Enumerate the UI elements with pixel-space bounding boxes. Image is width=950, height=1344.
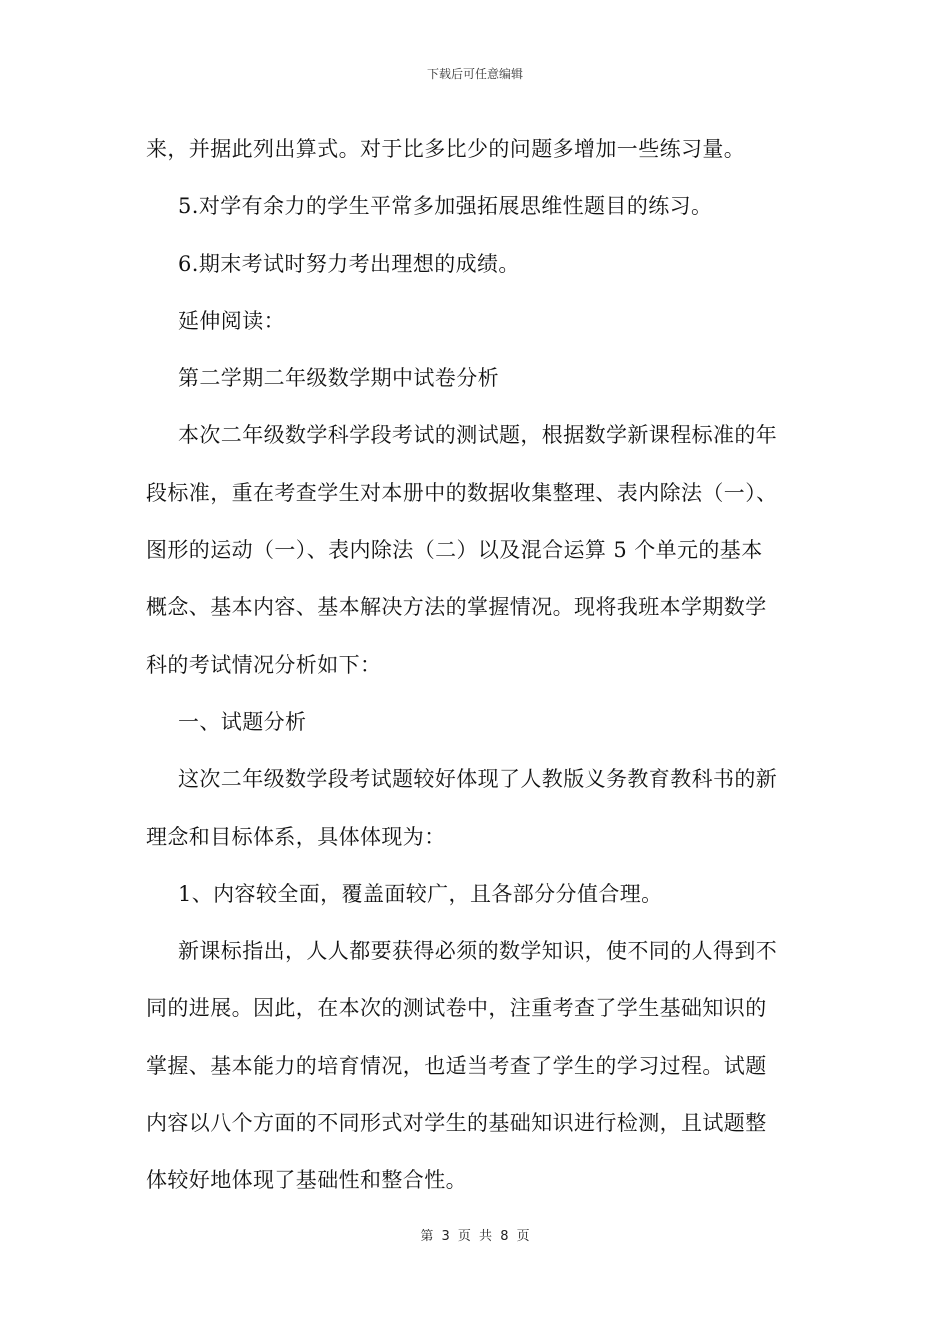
text-line: 概念、基本内容、基本解决方法的掌握情况。现将我班本学期数学 (146, 595, 767, 620)
text-line: 图形的运动（一）、表内除法（二）以及混合运算 5 个单元的基本 (146, 538, 763, 563)
text-line: 5.对学有余力的学生平常多加强拓展思维性题目的练习。 (178, 194, 713, 219)
page-header: 下载后可任意编辑 (426, 67, 523, 81)
text-line: 6.期末考试时努力考出理想的成绩。 (178, 251, 520, 276)
text-line: 体较好地体现了基础性和整合性。 (146, 1168, 467, 1193)
page-footer: 第 3 页 共 8 页 (420, 1229, 530, 1244)
text-line: 1、内容较全面，覆盖面较广，且各部分分值合理。 (178, 881, 663, 906)
text-line: 这次二年级数学段考试题较好体现了人教版义务教育教科书的新 (178, 767, 778, 792)
text-line: 新课标指出，人人都要获得必须的数学知识，使不同的人得到不 (178, 939, 778, 964)
text-line: 同的进展。因此，在本次的测试卷中，注重考查了学生基础知识的 (146, 996, 767, 1021)
text-line: 段标准，重在考查学生对本册中的数据收集整理、表内除法（一）、 (146, 480, 778, 505)
text-line: 来，并据此列出算式。对于比多比少的问题多增加一些练习量。 (146, 137, 746, 161)
text-line: 科的考试情况分析如下： (146, 652, 382, 677)
text-line: 理念和目标体系，具体体现为： (146, 824, 446, 849)
document-body (146, 129, 826, 1218)
text-line: 本次二年级数学科学段考试的测试题，根据数学新课程标准的年 (178, 423, 778, 448)
text-line: 掌握、基本能力的培育情况，也适当考查了学生的学习过程。试题 (146, 1053, 767, 1078)
section-heading: 一、试题分析 (178, 709, 307, 734)
section-title: 第二学期二年级数学期中试卷分析 (178, 366, 499, 391)
text-line: 内容以八个方面的不同形式对学生的基础知识进行检测，且试题整 (146, 1111, 767, 1136)
text-line: 延伸阅读： (178, 308, 285, 333)
